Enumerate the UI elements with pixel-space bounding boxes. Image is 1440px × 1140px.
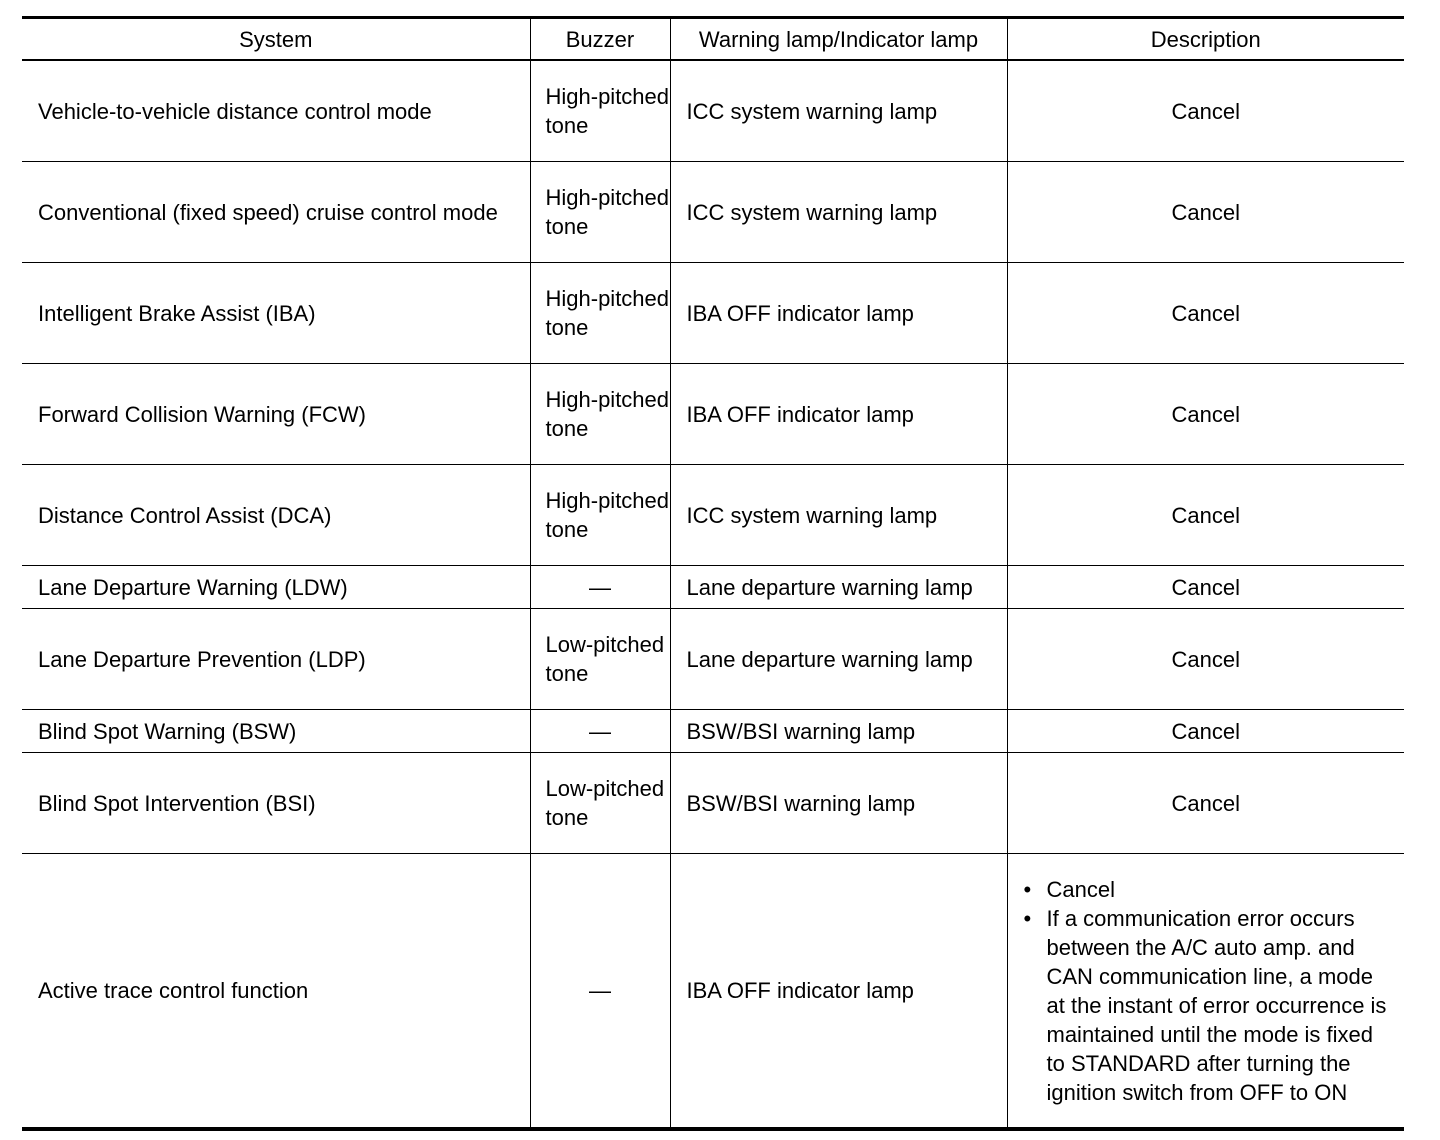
header-lamp: Warning lamp/Indicator lamp bbox=[670, 18, 1007, 61]
header-buzzer: Buzzer bbox=[530, 18, 670, 61]
table-row bbox=[22, 465, 1404, 566]
system-table bbox=[22, 16, 1404, 1131]
cell-system: Conventional (fixed speed) cruise control mode bbox=[22, 162, 530, 263]
table-row bbox=[22, 60, 1404, 162]
cell-system: Vehicle-to-vehicle distance control mode bbox=[22, 60, 530, 162]
table-row bbox=[22, 710, 1404, 753]
cell-lamp: ICC system warning lamp bbox=[670, 465, 1007, 566]
cell-description: Cancel bbox=[1007, 710, 1404, 753]
cell-system: Lane Departure Warning (LDW) bbox=[22, 566, 530, 609]
cell-description: Cancel bbox=[1007, 609, 1404, 710]
cell-description: Cancel bbox=[1007, 465, 1404, 566]
cell-buzzer: High-pitched tone bbox=[530, 162, 670, 263]
cell-lamp: BSW/BSI warning lamp bbox=[670, 753, 1007, 854]
description-item-text: If a communication error occurs between the A/C auto amp. and CAN communication line, a mode at the instant of error occurrence is maintained until the mode is fixed to STANDARD after turning the ignition switch from OFF to ON bbox=[1046, 905, 1387, 1105]
table-row bbox=[22, 753, 1404, 854]
cell-system: Intelligent Brake Assist (IBA) bbox=[22, 263, 530, 364]
cell-lamp: Lane departure warning lamp bbox=[670, 566, 1007, 609]
cell-description: Cancel bbox=[1007, 566, 1404, 609]
cell-description bbox=[1007, 854, 1404, 1130]
table-row bbox=[22, 609, 1404, 710]
cell-description: Cancel bbox=[1007, 753, 1404, 854]
table-row bbox=[22, 162, 1404, 263]
table-row bbox=[22, 263, 1404, 364]
table-header-row bbox=[22, 18, 1404, 61]
cell-lamp: BSW/BSI warning lamp bbox=[670, 710, 1007, 753]
cell-system: Distance Control Assist (DCA) bbox=[22, 465, 530, 566]
cell-buzzer: — bbox=[530, 710, 670, 753]
description-list-item bbox=[1024, 875, 1395, 904]
cell-buzzer: High-pitched tone bbox=[530, 263, 670, 364]
header-system: System bbox=[22, 18, 530, 61]
cell-buzzer: Low-pitched tone bbox=[530, 753, 670, 854]
bullet-icon: • bbox=[1023, 905, 1032, 931]
cell-buzzer: — bbox=[530, 566, 670, 609]
cell-description: Cancel bbox=[1007, 60, 1404, 162]
table-row bbox=[22, 566, 1404, 609]
cell-system: Lane Departure Prevention (LDP) bbox=[22, 609, 530, 710]
cell-description: Cancel bbox=[1007, 364, 1404, 465]
cell-system: Blind Spot Intervention (BSI) bbox=[22, 753, 530, 854]
cell-system: Forward Collision Warning (FCW) bbox=[22, 364, 530, 465]
table-row bbox=[22, 364, 1404, 465]
cell-buzzer: High-pitched tone bbox=[530, 465, 670, 566]
cell-lamp: ICC system warning lamp bbox=[670, 60, 1007, 162]
description-list bbox=[1008, 875, 1405, 1107]
cell-buzzer: High-pitched tone bbox=[530, 364, 670, 465]
table-row bbox=[22, 854, 1404, 1130]
cell-lamp: IBA OFF indicator lamp bbox=[670, 364, 1007, 465]
cell-system: Blind Spot Warning (BSW) bbox=[22, 710, 530, 753]
cell-buzzer: Low-pitched tone bbox=[530, 609, 670, 710]
cell-buzzer: — bbox=[530, 854, 670, 1130]
cell-buzzer: High-pitched tone bbox=[530, 60, 670, 162]
bullet-icon: • bbox=[1023, 876, 1032, 902]
cell-lamp: Lane departure warning lamp bbox=[670, 609, 1007, 710]
description-list-item bbox=[1024, 904, 1395, 1107]
cell-lamp: IBA OFF indicator lamp bbox=[670, 854, 1007, 1130]
cell-system: Active trace control function bbox=[22, 854, 530, 1130]
cell-lamp: ICC system warning lamp bbox=[670, 162, 1007, 263]
cell-lamp: IBA OFF indicator lamp bbox=[670, 263, 1007, 364]
header-description: Description bbox=[1007, 18, 1404, 61]
description-item-text: Cancel bbox=[1046, 876, 1115, 902]
cell-description: Cancel bbox=[1007, 162, 1404, 263]
cell-description: Cancel bbox=[1007, 263, 1404, 364]
